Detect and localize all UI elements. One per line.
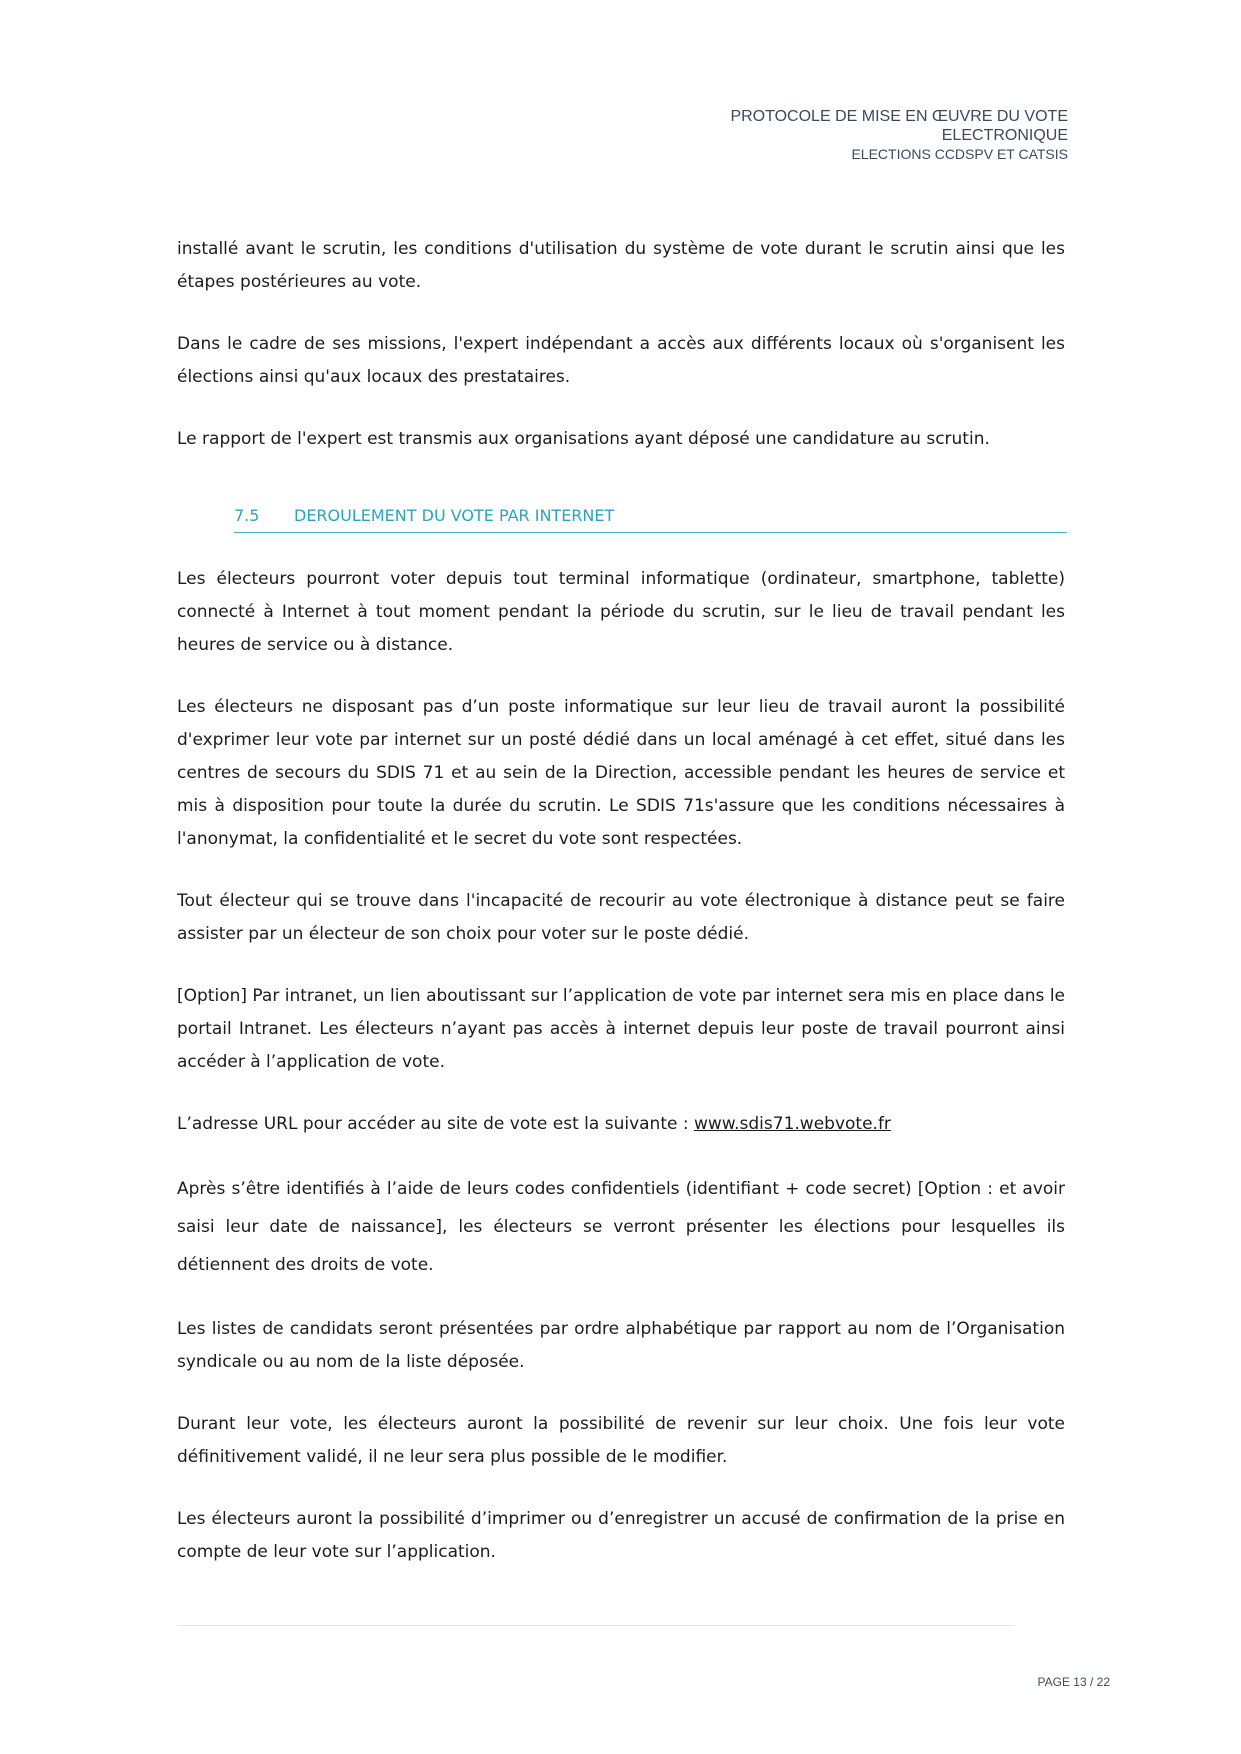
paragraph-identification: Après s’être identifiés à l’aide de leurs codes confidentiels (identifiant + code secret) [Option : et avoir saisi leur date de naissance], les électeurs se verront présenter les élections pour lesquelles ils détiennent des droits de vote. — [177, 1179, 1065, 1275]
header-title-line1: PROTOCOLE DE MISE EN ŒUVRE DU VOTE — [730, 108, 1068, 125]
paragraph-receipt: Les électeurs auront la possibilité d’imprimer ou d’enregistrer un accusé de confirmation de la prise en compte de leur vote sur l’application. — [177, 1509, 1065, 1562]
paragraph-expert-report: Le rapport de l'expert est transmis aux organisations ayant déposé une candidature au scrutin. — [177, 429, 990, 449]
section-title: DEROULEMENT DU VOTE PAR INTERNET — [294, 506, 615, 525]
header-subtitle: ELECTIONS CCDSPV ET CATSIS — [851, 146, 1068, 162]
section-number: 7.5 — [234, 506, 260, 525]
header-title-line2: ELECTRONIQUE — [941, 127, 1068, 144]
paragraph-assistance: Tout électeur qui se trouve dans l'incapacité de recourir au vote électronique à distance peut se faire assister par un électeur de son choix pour voter sur le poste dédié. — [177, 891, 1065, 944]
page-number: PAGE 13 / 22 — [1037, 1675, 1110, 1689]
section-heading — [234, 504, 1067, 533]
paragraph-intranet-option: [Option] Par intranet, un lien aboutissant sur l’application de vote par internet sera mis en place dans le portail Intranet. Les électeurs n’ayant pas accès à internet depuis leur poste de travail pourront ainsi accéder à l’application de vote. — [177, 986, 1065, 1072]
paragraph-dedicated-station: Les électeurs ne disposant pas d’un poste informatique sur leur lieu de travail auront la possibilité d'exprimer leur vote par internet sur un posté dédié dans un local aménagé à cet effet, situé dans les centres de secours du SDIS 71 et au sein de la Direction, accessible pendant les heures de service et mis à disposition pour toute la durée du scrutin. Le SDIS 71s'assure que les conditions nécessaires à l'anonymat, la confidentialité et le secret du vote sont respectées. — [177, 697, 1065, 849]
paragraph-expert-scope: installé avant le scrutin, les conditions d'utilisation du système de vote durant le scrutin ainsi que les étapes postérieures au vote. — [177, 239, 1065, 292]
vote-site-link[interactable]: www.sdis71.webvote.fr — [693, 1114, 891, 1134]
page-header — [730, 107, 1068, 164]
document-body — [177, 233, 1065, 1598]
paragraph-voting-terminals: Les électeurs pourront voter depuis tout terminal informatique (ordinateur, smartphone, tablette) connecté à Internet à tout moment pendant la période du scrutin, sur le lieu de travail pendant les heures de service ou à distance. — [177, 569, 1065, 655]
paragraph-expert-access: Dans le cadre de ses missions, l'expert indépendant a accès aux différents locaux où s'organisent les élections ainsi qu'aux locaux des prestataires. — [177, 334, 1065, 387]
footer-divider — [177, 1625, 1015, 1626]
url-prefix: L’adresse URL pour accéder au site de vote est la suivante : — [177, 1114, 694, 1134]
paragraph-candidate-lists: Les listes de candidats seront présentées par ordre alphabétique par rapport au nom de l’Organisation syndicale ou au nom de la liste déposée. — [177, 1319, 1065, 1372]
paragraph-vote-changes: Durant leur vote, les électeurs auront la possibilité de revenir sur leur choix. Une fois leur vote définitivement validé, il ne leur sera plus possible de le modifier. — [177, 1414, 1065, 1467]
paragraph-url — [177, 1108, 1065, 1141]
